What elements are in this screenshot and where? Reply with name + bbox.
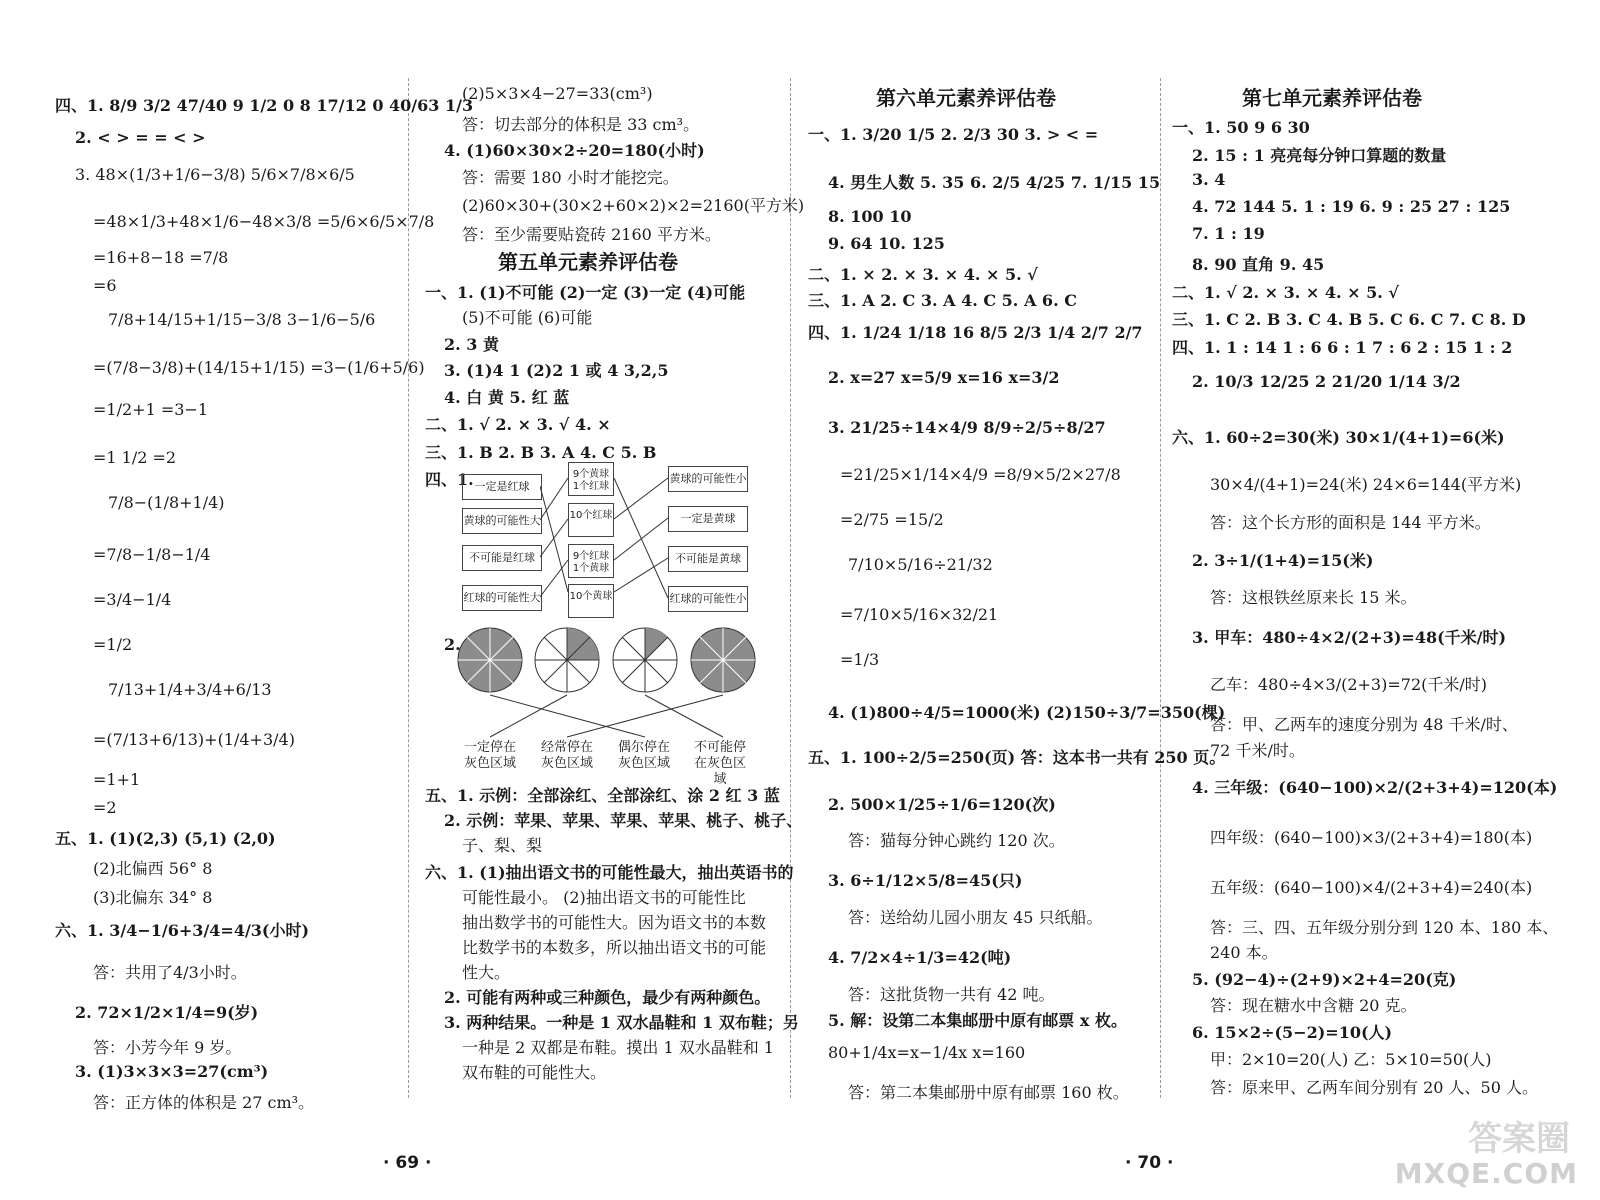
- answer-line: 性大。: [462, 963, 511, 982]
- answer-line: (2)5×3×4−27=33(cm³): [462, 84, 653, 103]
- answer-line: 答：送给幼儿园小朋友 45 只纸船。: [848, 908, 1103, 927]
- answer-line: 4. (1)800÷4/5=1000(米) (2)150÷3/7=350(棵): [828, 703, 1226, 722]
- label-box-right: 红球的可能性小: [668, 586, 748, 612]
- spinner-label: 不可能停在灰色区域: [693, 740, 746, 787]
- answer-line: 六、1. 3/4−1/6+3/4=4/3(小时): [55, 921, 310, 940]
- spinner-little-grey: [613, 628, 677, 692]
- answer-line: 乙车：480÷4×3/(2+3)=72(千米/时): [1210, 675, 1487, 694]
- answer-line: 5. (92−4)÷(2+9)×2+4=20(克): [1192, 970, 1457, 989]
- answer-line: 7/8+14/15+1/15−3/8 3−1/6−5/6: [108, 310, 376, 329]
- answer-line: 甲：2×10=20(人) 乙：5×10=50(人): [1210, 1050, 1492, 1069]
- page-number-left: · 69 ·: [383, 1153, 432, 1173]
- answer-line: 一种是 2 双都是布鞋。摸出 1 双水晶鞋和 1: [462, 1038, 774, 1057]
- ball-box: 9个红球 1个黄球: [568, 544, 614, 578]
- answer-line: 五、1. 示例：全部涂红、全部涂红、涂 2 红 3 蓝: [425, 786, 780, 805]
- answer-line: =3/4−1/4: [93, 590, 172, 609]
- page-spine: [790, 78, 791, 1098]
- answer-line: 答：三、四、五年级分别分到 120 本、180 本、: [1210, 918, 1559, 937]
- answer-line: 四年级：(640−100)×3/(2+3+4)=180(本): [1210, 828, 1533, 847]
- answer-line: 80+1/4x=x−1/4x x=160: [828, 1043, 1026, 1062]
- answer-line: 抽出数学书的可能性大。因为语文书的本数: [462, 913, 767, 932]
- answer-line: 三、1. B 2. B 3. A 4. C 5. B: [425, 443, 657, 462]
- answer-line: 五、1. (1)(2,3) (5,1) (2,0): [55, 829, 276, 848]
- answer-line: 3. 21/25÷14×4/9 8/9÷2/5÷8/27: [828, 418, 1106, 437]
- answer-line: 5. 解：设第二本集邮册中原有邮票 x 枚。: [828, 1011, 1127, 1030]
- answer-line: 答：至少需要贴瓷砖 2160 平方米。: [462, 225, 721, 244]
- answer-line: =6: [93, 276, 117, 295]
- answer-line: 答：原来甲、乙两车间分别有 20 人、50 人。: [1210, 1078, 1538, 1097]
- label-box-right: 黄球的可能性小: [668, 466, 748, 492]
- answer-line: 二、1. √ 2. × 3. × 4. × 5. √: [1172, 283, 1399, 302]
- answer-line: 四、1. 1 : 14 1 : 6 6 : 1 7 : 6 2 : 15 1 : 2: [1172, 338, 1513, 357]
- answer-line: 7. 1 : 19: [1192, 224, 1265, 243]
- answer-line: =16+8−18 =7/8: [93, 248, 229, 267]
- answer-line: 答：这根铁丝原来长 15 米。: [1210, 588, 1417, 607]
- answer-line: 4. 男生人数 5. 35 6. 2/5 4/25 7. 1/15 15: [828, 173, 1161, 192]
- answer-line: 4. 72 144 5. 1 : 19 6. 9 : 25 27 : 125: [1192, 197, 1511, 216]
- answer-line: 四、1.: [425, 470, 474, 489]
- answer-line: 7/10×5/16÷21/32: [848, 555, 993, 574]
- section-title: 第六单元素养评估卷: [876, 86, 1056, 110]
- answer-line: 4. 三年级：(640−100)×2/(2+3+4)=120(本): [1192, 778, 1558, 797]
- answer-line: (2)北偏西 56° 8: [93, 859, 213, 878]
- answer-line: 六、1. (1)抽出语文书的可能性最大，抽出英语书的: [425, 863, 794, 882]
- section-title: 第七单元素养评估卷: [1242, 86, 1422, 110]
- answer-line: 答：现在糖水中含糖 20 克。: [1210, 996, 1417, 1015]
- matching-lines: [540, 470, 670, 615]
- answer-line: 五年级：(640−100)×4/(2+3+4)=240(本): [1210, 878, 1533, 897]
- answer-line: 3. (1)3×3×3=27(cm³): [75, 1062, 269, 1081]
- answer-line: 三、1. C 2. B 3. C 4. B 5. C 6. C 7. C 8. D: [1172, 310, 1526, 329]
- answer-line: 2. 72×1/2×1/4=9(岁): [75, 1003, 259, 1022]
- answer-line: 六、1. 60÷2=30(米) 30×1/(4+1)=6(米): [1172, 428, 1505, 447]
- spinner-no-grey: [691, 628, 755, 692]
- answer-line: =1 1/2 =2: [93, 448, 177, 467]
- answer-line: 9. 64 10. 125: [828, 234, 945, 253]
- label-box-right: 不可能是黄球: [668, 546, 748, 572]
- spinner-all-grey: [458, 628, 522, 692]
- answer-line: =1/2: [93, 635, 133, 654]
- answer-line: 答：正方体的体积是 27 cm³。: [93, 1093, 315, 1112]
- answer-line: =2/75 =15/2: [840, 510, 944, 529]
- answer-line: =(7/13+6/13)+(1/4+3/4): [93, 730, 295, 749]
- answer-line: 3. 两种结果。一种是 1 双水晶鞋和 1 双布鞋；另: [444, 1013, 799, 1032]
- answer-line: (5)不可能 (6)可能: [462, 308, 593, 327]
- answer-line: 4. 白 黄 5. 红 蓝: [444, 388, 570, 407]
- ball-box: 10个红球: [568, 503, 614, 537]
- spinner-mostly-grey: [535, 628, 599, 692]
- answer-line: 2. 可能有两种或三种颜色，最少有两种颜色。: [444, 988, 771, 1007]
- answer-line: 答：共用了4/3小时。: [93, 963, 247, 982]
- answer-line: 一、1. (1)不可能 (2)一定 (3)一定 (4)可能: [425, 283, 746, 302]
- answer-line: 一、1. 3/20 1/5 2. 2/3 30 3. > < =: [808, 125, 1099, 144]
- answer-line: 二、1. × 2. × 3. × 4. × 5. √: [808, 265, 1038, 284]
- ball-box: 10个黄球: [568, 584, 614, 618]
- answer-line: 比数学书的本数多，所以抽出语文书的可能: [462, 938, 767, 957]
- answer-line: 二、1. √ 2. × 3. √ 4. ×: [425, 415, 611, 434]
- answer-line: 3. 甲车：480÷4×2/(2+3)=48(千米/时): [1192, 628, 1507, 647]
- answer-line: 30×4/(4+1)=24(米) 24×6=144(平方米): [1210, 475, 1522, 494]
- answer-line: =(7/8−3/8)+(14/15+1/15) =3−(1/6+5/6): [93, 358, 425, 377]
- label-box-left: 一定是红球: [462, 474, 542, 500]
- answer-line: =48×1/3+48×1/6−48×3/8 =5/6×6/5×7/8: [93, 212, 435, 231]
- label-box-left: 红球的可能性大: [462, 585, 542, 611]
- answer-line: 72 千米/时。: [1210, 741, 1305, 760]
- answer-line: 答：小芳今年 9 岁。: [93, 1038, 242, 1057]
- answer-line: 2.: [444, 635, 461, 654]
- watermark-text: MXQE.COM: [1394, 1157, 1578, 1190]
- answer-line: 4. 7/2×4÷1/3=42(吨): [828, 948, 1012, 967]
- answer-line: =21/25×1/14×4/9 =8/9×5/2×27/8: [840, 465, 1121, 484]
- label-box-left: 不可能是红球: [462, 545, 542, 571]
- answer-line: 一、1. 50 9 6 30: [1172, 118, 1310, 137]
- answer-line: (3)北偏东 34° 8: [93, 888, 213, 907]
- answer-line: 五、1. 100÷2/5=250(页) 答：这本书一共有 250 页。: [808, 748, 1226, 767]
- answer-line: 4. (1)60×30×2÷20=180(小时): [444, 141, 705, 160]
- answer-line: 3. (1)4 1 (2)2 1 或 4 3,2,5: [444, 361, 669, 380]
- watermark-logo: 答案圈: [1468, 1119, 1570, 1159]
- answer-line: 可能性最小。 (2)抽出语文书的可能性比: [462, 888, 746, 907]
- answer-line: 2. x=27 x=5/9 x=16 x=3/2: [828, 368, 1060, 387]
- answer-line: 答：甲、乙两车的速度分别为 48 千米/时、: [1210, 715, 1518, 734]
- answer-line: =1/3: [840, 650, 880, 669]
- spinner-label: 一定停在灰色区域: [463, 740, 516, 771]
- ball-box: 9个黄球 1个红球: [568, 462, 614, 496]
- answer-line: =2: [93, 798, 117, 817]
- answer-line: =7/10×5/16×32/21: [840, 605, 999, 624]
- spinner-label: 经常停在灰色区域: [540, 740, 593, 771]
- label-box-right: 一定是黄球: [668, 506, 748, 532]
- answer-line: 答：这批货物一共有 42 吨。: [848, 985, 1055, 1004]
- answer-line: 2. 15 : 1 亮亮每分钟口算题的数量: [1192, 146, 1447, 165]
- answer-line: 四、1. 8/9 3/2 47/40 9 1/2 0 8 17/12 0 40/63 1/3: [55, 96, 474, 115]
- answer-line: 3. 6÷1/12×5/8=45(只): [828, 871, 1023, 890]
- answer-line: 答：猫每分钟心跳约 120 次。: [848, 831, 1065, 850]
- answer-line: =7/8−1/8−1/4: [93, 545, 211, 564]
- answer-line: 答：切去部分的体积是 33 cm³。: [462, 115, 700, 134]
- label-box-left: 黄球的可能性大: [462, 508, 542, 534]
- answer-line: 2. < > = = < >: [75, 128, 206, 147]
- answer-line: 答：这个长方形的面积是 144 平方米。: [1210, 513, 1491, 532]
- answer-line: 7/13+1/4+3/4+6/13: [108, 680, 272, 699]
- answer-line: (2)60×30+(30×2+60×2)×2=2160(平方米): [462, 196, 805, 215]
- spinner-diagram: [455, 625, 760, 745]
- answer-line: =1/2+1 =3−1: [93, 400, 208, 419]
- section-title: 第五单元素养评估卷: [498, 250, 678, 274]
- answer-line: 2. 500×1/25÷1/6=120(次): [828, 795, 1056, 814]
- answer-line: 7/8−(1/8+1/4): [108, 493, 225, 512]
- answer-line: 8. 90 直角 9. 45: [1192, 255, 1325, 274]
- page-number-right: · 70 ·: [1125, 1153, 1174, 1173]
- answer-line: 双布鞋的可能性大。: [462, 1063, 607, 1082]
- column-divider: [408, 78, 409, 1098]
- answer-line: 答：第二本集邮册中原有邮票 160 枚。: [848, 1083, 1129, 1102]
- column-divider: [1160, 78, 1161, 1098]
- answer-line: 子、梨、梨: [462, 836, 543, 855]
- answer-line: 2. 3÷1/(1+4)=15(米): [1192, 551, 1374, 570]
- answer-line: 240 本。: [1210, 943, 1278, 962]
- answer-line: 三、1. A 2. C 3. A 4. C 5. A 6. C: [808, 291, 1077, 310]
- answer-line: 2. 示例：苹果、苹果、苹果、苹果、桃子、桃子、: [444, 811, 803, 830]
- answer-line: =1+1: [93, 770, 141, 789]
- answer-line: 2. 10/3 12/25 2 21/20 1/14 3/2: [1192, 372, 1461, 391]
- answer-line: 3. 4: [1192, 170, 1226, 189]
- answer-line: 四、1. 1/24 1/18 16 8/5 2/3 1/4 2/7 2/7: [808, 323, 1143, 342]
- answer-line: 6. 15×2÷(5−2)=10(人): [1192, 1023, 1393, 1042]
- answer-line: 3. 48×(1/3+1/6−3/8) 5/6×7/8×6/5: [75, 165, 355, 184]
- answer-line: 8. 100 10: [828, 207, 912, 226]
- answer-line: 2. 3 黄: [444, 335, 499, 354]
- spinner-label: 偶尔停在灰色区域: [617, 740, 670, 771]
- answer-line: 答：需要 180 小时才能挖完。: [462, 168, 679, 187]
